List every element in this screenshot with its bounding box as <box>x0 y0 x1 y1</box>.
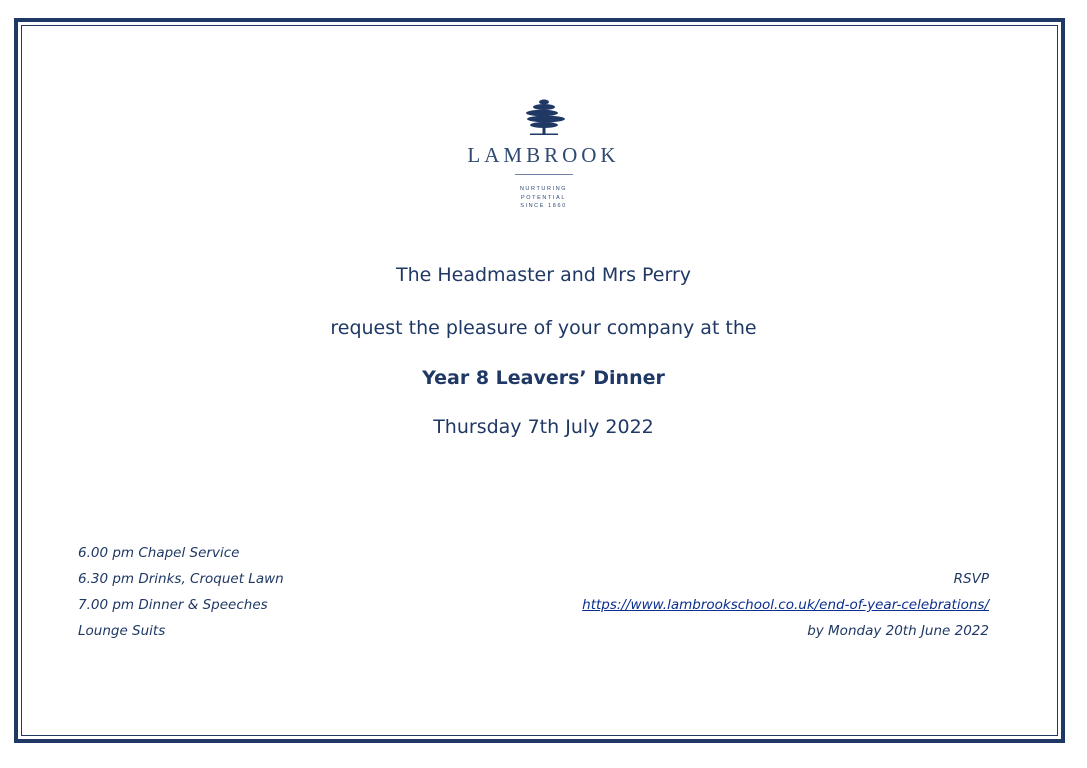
rsvp-label: RSVP <box>953 571 989 587</box>
logo-tagline <box>0 185 1087 211</box>
schedule-item: 7.00 pm Dinner & Speeches <box>78 597 268 613</box>
dress-code: Lounge Suits <box>78 623 166 639</box>
school-logo <box>0 98 1087 211</box>
schedule-item: 6.30 pm Drinks, Croquet Lawn <box>78 571 284 587</box>
logo-tagline-line: POTENTIAL <box>521 194 566 201</box>
event-date: Thursday 7th July 2022 <box>433 416 654 438</box>
hosts-line: The Headmaster and Mrs Perry <box>395 264 692 286</box>
schedule-list <box>78 540 284 644</box>
logo-tagline-line: SINCE 1860 <box>520 203 567 209</box>
request-line: request the pleasure of your company at the <box>330 317 757 339</box>
event-title: Year 8 Leavers’ Dinner <box>422 367 665 389</box>
schedule-item: 6.00 pm Chapel Service <box>78 545 240 561</box>
logo-tagline-line: NURTURING <box>519 186 568 192</box>
rsvp-link[interactable]: https://www.lambrookschool.co.uk/end-of-year-celebrations/ <box>582 597 989 613</box>
rsvp-block <box>582 566 989 644</box>
cedar-tree-icon <box>522 98 566 136</box>
logo-divider <box>515 174 573 175</box>
rsvp-deadline: by Monday 20th June 2022 <box>807 623 989 639</box>
logo-wordmark: LAMBROOK <box>467 143 620 167</box>
